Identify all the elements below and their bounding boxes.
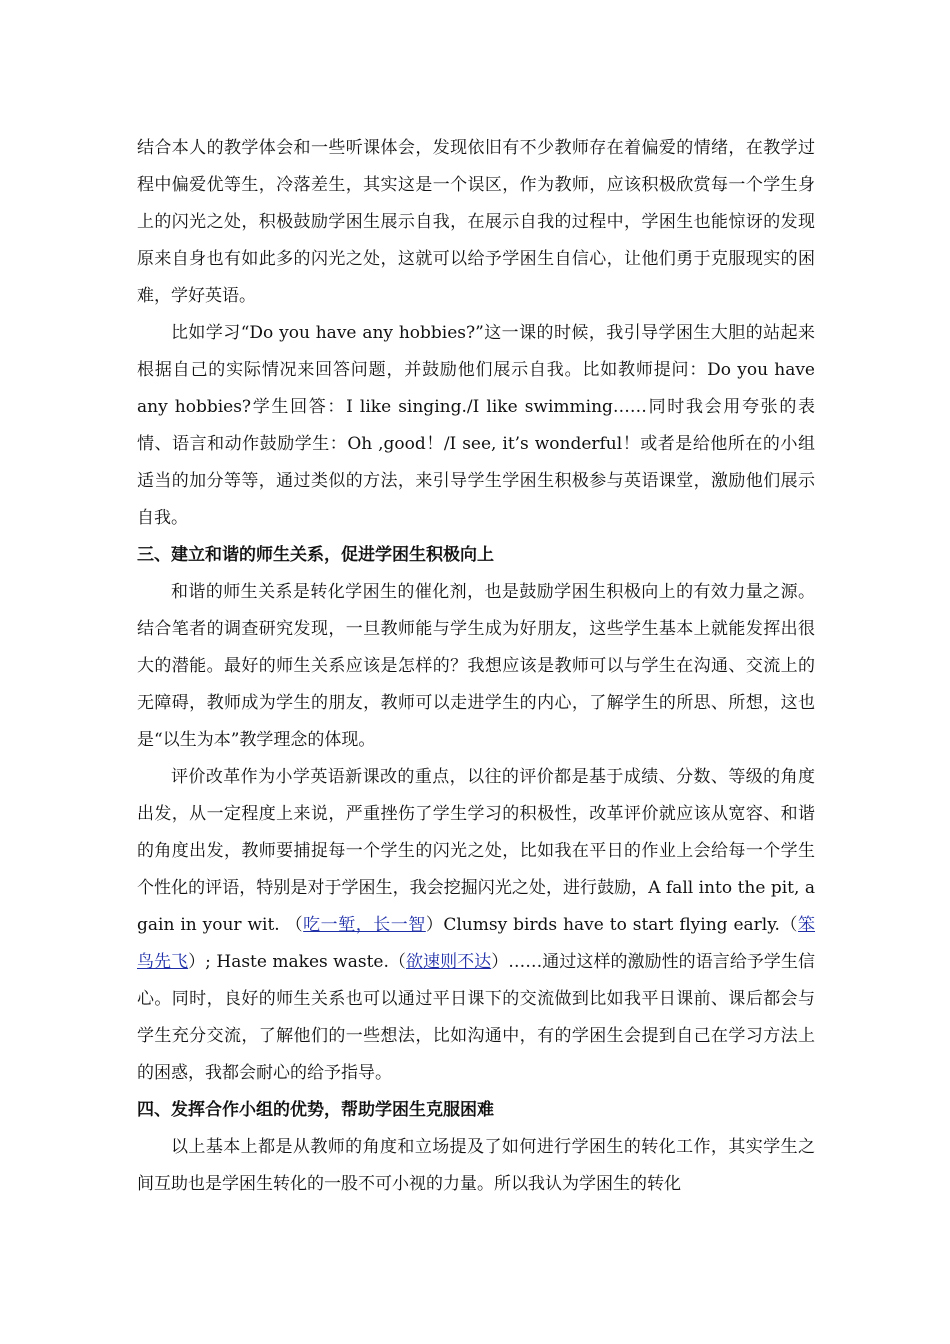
link-chi-yi-qian[interactable]: 吃一堑，长一智 <box>303 915 426 935</box>
paragraph-evaluation-reform <box>137 759 815 1092</box>
paragraph-teacher-student-relationship: 和谐的师生关系是转化学困生的催化剂，也是鼓励学困生积极向上的有效力量之源。结合笔者的调查研究发现，一旦教师能与学生成为好朋友，这些学生基本上就能发挥出很大的潜能。最好的师生关系应该是怎样的？我想应该是教师可以与学生在沟通、交流上的无障碍，教师成为学生的朋友，教师可以走进学生的内心，了解学生的所思、所想，这也是“以生为本”教学理念的体现。 <box>137 582 815 750</box>
evaluation-text-3: ）; Haste makes waste.（ <box>188 952 406 972</box>
paragraph-hobbies-example: 比如学习“Do you have any hobbies?”这一课的时候，我引导学困生大胆的站起来根据自己的实际情况来回答问题，并鼓励他们展示自我。比如教师提问：Do you have any hobbies?学生回答：I like singing./I like swimming……同时我会用夸张的表情、语言和动作鼓励学生：Oh ,good！/I see, it’s wonderful！或者是给他所在的小组适当的加分等等，通过类似的方法，来引导学生学困生积极参与英语课堂，激励他们展示自我。 <box>137 323 815 528</box>
link-ben-niao-xian-fei[interactable]: 笨鸟先飞 <box>137 915 816 972</box>
evaluation-text-4: ）……通过这样的激励性的语言给予学生信心。同时，良好的师生关系也可以通过平日课下的交流做到比如我平日课前、课后都会与学生充分交流，了解他们的一些想法，比如沟通中，有的学困生会提到自己在学习方法上的困惑，我都会耐心的给予指导。 <box>137 952 815 1083</box>
paragraph-teacher-bias: 结合本人的教学体会和一些听课体会，发现依旧有不少教师存在着偏爱的情绪，在教学过程中偏爱优等生，冷落差生，其实这是一个误区，作为教师，应该积极欣赏每一个学生身上的闪光之处，积极鼓励学困生展示自我，在展示自我的过程中，学困生也能惊讶的发现原来自身也有如此多的闪光之处，这就可以给予学困生自信心，让他们勇于克服现实的困难，学好英语。 <box>137 138 815 306</box>
evaluation-text-1: 评价改革作为小学英语新课改的重点，以往的评价都是基于成绩、分数、等级的角度出发，从一定程度上来说，严重挫伤了学生学习的积极性，改革评价就应该从宽容、和谐的角度出发，教师要捕捉每一个学生的闪光之处，比如我在平日的作业上会给每一个学生个性化的评语，特别是对于学困生，我会挖掘闪光之处，进行鼓励，A fall into the pit, a gain in your wit. （ <box>137 767 815 935</box>
paragraph-peer-help: 以上基本上都是从教师的角度和立场提及了如何进行学困生的转化工作，其实学生之间互助也是学困生转化的一股不可小视的力量。所以我认为学困生的转化 <box>137 1137 815 1194</box>
link-yu-su-ze-bu-da[interactable]: 欲速则不达 <box>405 952 492 972</box>
section-heading-3: 三、建立和谐的师生关系，促进学困生积极向上 <box>137 545 494 565</box>
evaluation-text-2: ）Clumsy birds have to start flying early.（ <box>425 915 799 935</box>
section-heading-4: 四、发挥合作小组的优势，帮助学困生克服困难 <box>137 1100 494 1120</box>
document-body <box>137 130 815 1203</box>
